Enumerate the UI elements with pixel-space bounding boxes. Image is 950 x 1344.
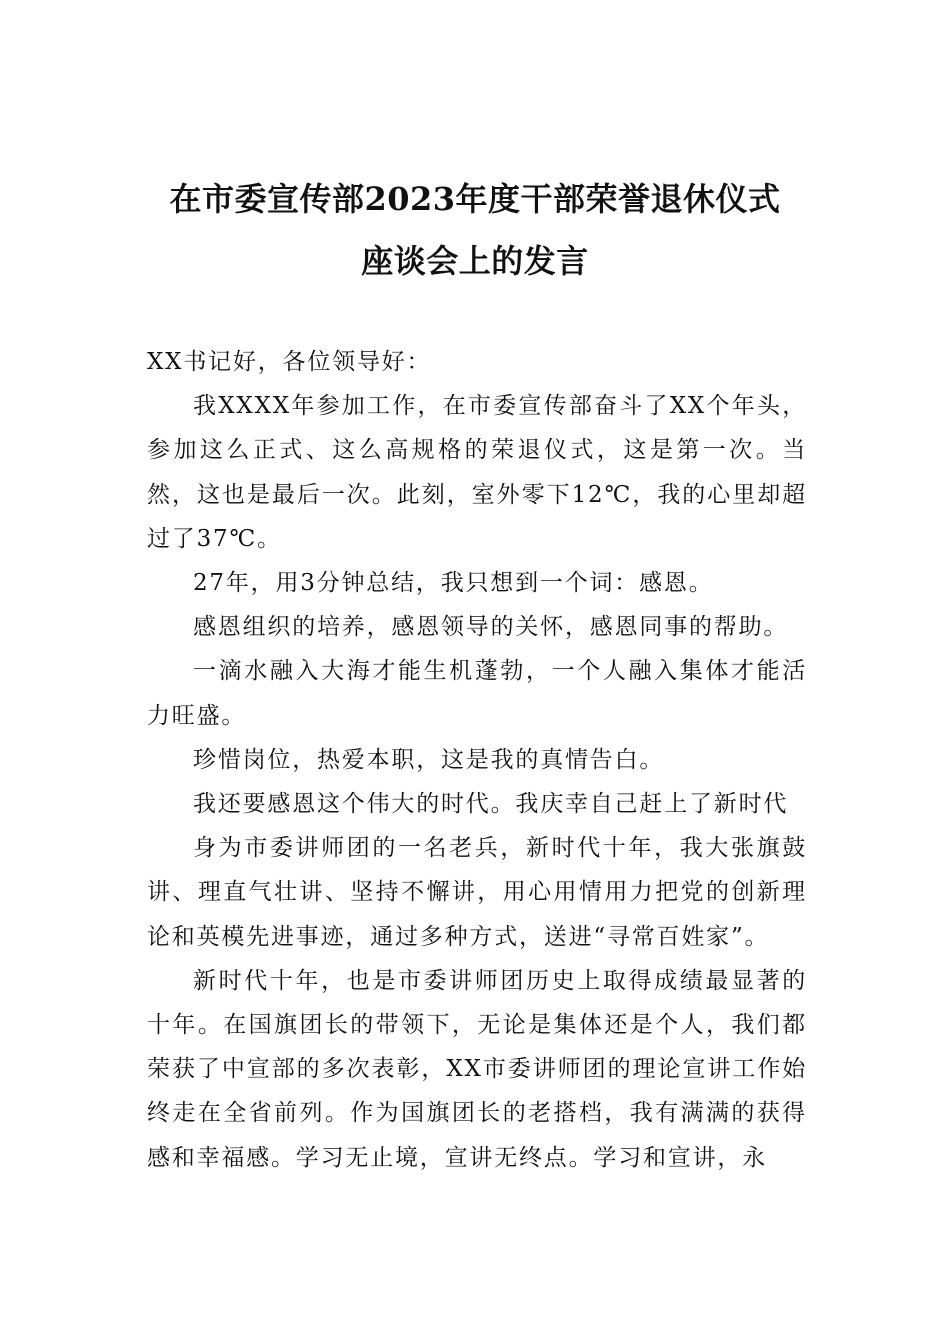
document-title <box>145 168 805 292</box>
paragraph: 身为市委讲师团的一名老兵，新时代十年，我大张旗鼓讲、理直气壮讲、坚持不懈讲，用心用情用力把党的创新理论和英模先进事迹，通过多种方式，送进“寻常百姓家”。 <box>147 835 807 950</box>
title-line-1: 在市委宣传部2023年度干部荣誉退休仪式 <box>169 180 781 218</box>
paragraph: 27年，用3分钟总结，我只想到一个词：感恩。 <box>193 570 714 597</box>
paragraph: 珍惜岗位，热爱本职，这是我的真情告白。 <box>193 746 665 773</box>
document-body <box>147 340 807 1180</box>
salutation: XX书记好，各位领导好： <box>147 349 432 375</box>
paragraph: 我还要感恩这个伟大的时代。我庆幸自己赶上了新时代 <box>193 791 789 818</box>
paragraph: 一滴水融入大海才能生机蓬勃，一个人融入集体才能活力旺盛。 <box>147 658 807 729</box>
paragraph: 感恩组织的培养，感恩领导的关怀，感恩同事的帮助。 <box>193 614 789 641</box>
title-line-2: 座谈会上的发言 <box>361 242 589 280</box>
paragraph: 新时代十年，也是市委讲师团历史上取得成绩最显著的十年。在国旗团长的带领下，无论是集体还是个人，我们都荣获了中宣部的多次表彰，XX市委讲师团的理论宣讲工作始终走在全省前列。作为国旗团长的老搭档，我有满满的获得感和幸福感。学习无止境，宣讲无终点。学习和宣讲，永 <box>147 967 807 1171</box>
paragraph: 我XXXX年参加工作，在市委宣传部奋斗了XX个年头，参加这么正式、这么高规格的荣退仪式，这是第一次。当然，这也是最后一次。此刻，室外零下12℃，我的心里却超过了37℃。 <box>147 393 807 552</box>
